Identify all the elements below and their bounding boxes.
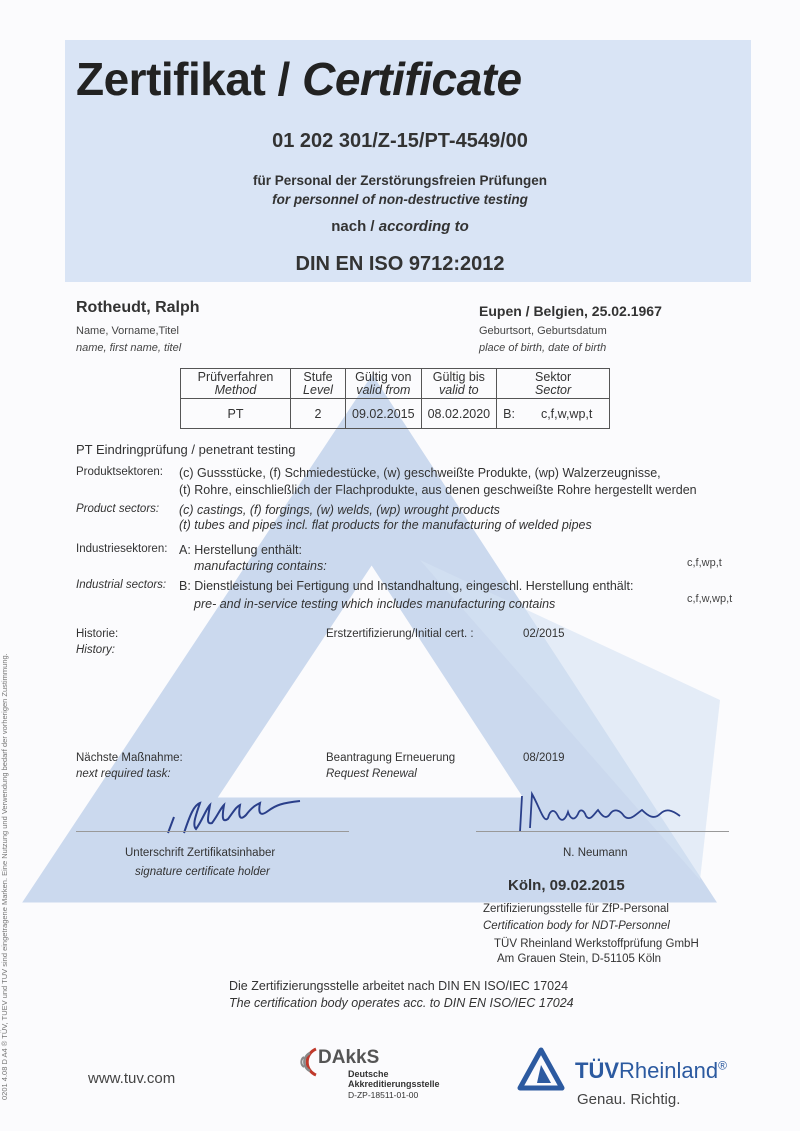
cell-method: PT — [181, 399, 291, 429]
purpose-de: für Personal der Zerstörungsfreien Prüfungen — [252, 173, 548, 188]
industrial-sector-b-de: B: Dienstleistung bei Fertigung und Instandhaltung, eingeschl. Herstellung enthält: — [179, 579, 634, 593]
cell-valid-from: 09.02.2015 — [346, 399, 422, 429]
industrial-sector-b-codes: c,f,w,wp,t — [687, 593, 733, 605]
product-sectors-label-en: Product sectors: — [76, 503, 160, 515]
initial-cert-label: Erstzertifizierung/Initial cert. : — [326, 628, 474, 640]
header-method: Prüfverfahren Method — [181, 369, 291, 399]
header-valid-from: Gültig von valid from — [346, 369, 422, 399]
issuer-address: Am Grauen Stein, D-51105 Köln — [497, 953, 662, 965]
standard: DIN EN ISO 9712:2012 — [295, 253, 505, 275]
birth-place-date: Eupen / Belgien, 25.02.1967 — [479, 303, 662, 319]
birth-label-de: Geburtsort, Geburtsdatum — [479, 325, 607, 337]
website-link[interactable]: www.tuv.com — [88, 1070, 176, 1087]
holder-name: Rotheudt, Ralph — [76, 299, 200, 316]
cert-body-de: Zertifizierungsstelle für ZfP-Personal — [483, 903, 669, 915]
dakks-line2: Akkreditierungsstelle — [348, 1079, 440, 1089]
product-sectors-label-de: Produktsektoren: — [76, 466, 163, 478]
next-task-label-de: Nächste Maßnahme: — [76, 752, 183, 764]
issuer-signature-line — [476, 831, 729, 832]
header-sector: Sektor Sector — [497, 369, 610, 399]
cell-valid-to: 08.02.2020 — [421, 399, 497, 429]
industrial-sector-a-de: A: Herstellung enthält: — [179, 543, 302, 557]
industrial-sector-a-en: manufacturing contains: — [194, 559, 327, 573]
tuv-brand: TÜVRheinland® — [575, 1058, 727, 1083]
issue-place-date: Köln, 09.02.2015 — [508, 877, 625, 894]
next-task-en: Request Renewal — [326, 768, 417, 780]
issuer-company: TÜV Rheinland Werkstoffprüfung GmbH — [494, 938, 699, 950]
dakks-arcs-icon — [290, 1045, 320, 1077]
dakks-id: D-ZP-18511-01-00 — [348, 1090, 419, 1100]
table-row — [181, 399, 610, 429]
side-trademark-note: 0201 4.08 D A4 ® TÜV, TUEV und TUV sind eingetragene Marken. Eine Nutzung und Verwendung bedarf der vorherigen Zustimmung. — [0, 653, 9, 1100]
industrial-sectors-label-en: Industrial sectors: — [76, 579, 167, 591]
industrial-sector-a-codes: c,f,wp,t — [687, 557, 722, 569]
dakks-line1: Deutsche — [348, 1069, 389, 1079]
product-sectors-line1-en: (c) castings, (f) forgings, (w) welds, (wp) wrought products — [179, 503, 500, 517]
birth-label-en: place of birth, date of birth — [479, 342, 607, 354]
history-label-de: Historie: — [76, 628, 119, 640]
holder-signature-label-de: Unterschrift Zertifikatsinhaber — [125, 847, 276, 859]
tuv-slogan: Genau. Richtig. — [577, 1091, 681, 1108]
header-level: Stufe Level — [291, 369, 346, 399]
header-valid-to: Gültig bis valid to — [421, 369, 497, 399]
name-label-de: Name, Vorname,Titel — [76, 325, 179, 337]
history-label-en: History: — [76, 644, 115, 656]
holder-signature-line — [76, 831, 349, 832]
according-to: nach / according to — [331, 218, 469, 235]
dakks-logo — [290, 1045, 450, 1105]
next-task-date: 08/2019 — [523, 752, 565, 764]
purpose-en: for personnel of non-destructive testing — [272, 192, 528, 207]
cell-level: 2 — [291, 399, 346, 429]
dakks-wordmark: DAkkS — [318, 1047, 380, 1068]
issuer-name: N. Neumann — [563, 847, 628, 859]
cell-sector: B: c,f,w,wp,t — [497, 399, 610, 429]
operates-de: Die Zertifizierungsstelle arbeitet nach DIN EN ISO/IEC 17024 — [229, 979, 569, 993]
cert-body-en: Certification body for NDT-Personnel — [483, 920, 670, 932]
initial-cert-value: 02/2015 — [523, 628, 565, 640]
product-sectors-line1-de: (c) Gussstücke, (f) Schmiedestücke, (w) geschweißte Produkte, (wp) Walzerzeugnisse, — [179, 466, 661, 480]
tuv-triangle-icon — [517, 1047, 565, 1091]
product-sectors-line2-de: (t) Rohre, einschließlich der Flachprodukte, aus denen geschweißte Rohre hergestellt werden — [179, 483, 697, 497]
product-sectors-line2-en: (t) tubes and pipes incl. flat products for the manufacturing of welded pipes — [179, 518, 592, 532]
holder-signature-label-en: signature certificate holder — [135, 866, 270, 878]
industrial-sector-b-en: pre- and in-service testing which includes manufacturing contains — [194, 597, 556, 611]
industrial-sectors-label-de: Industriesektoren: — [76, 543, 168, 555]
name-label-en: name, first name, titel — [76, 342, 182, 354]
certificate-number: 01 202 301/Z-15/PT-4549/00 — [272, 130, 528, 152]
holder-signature — [160, 795, 320, 840]
method-table — [180, 368, 610, 429]
operates-en: The certification body operates acc. to DIN EN ISO/IEC 17024 — [229, 996, 574, 1010]
testing-title: PT Eindringprüfung / penetrant testing — [76, 442, 296, 457]
next-task-label-en: next required task: — [76, 768, 171, 780]
table-header-row — [181, 369, 610, 399]
certificate-title: Zertifikat / Certificate — [76, 53, 522, 105]
next-task-de: Beantragung Erneuerung — [326, 752, 456, 764]
